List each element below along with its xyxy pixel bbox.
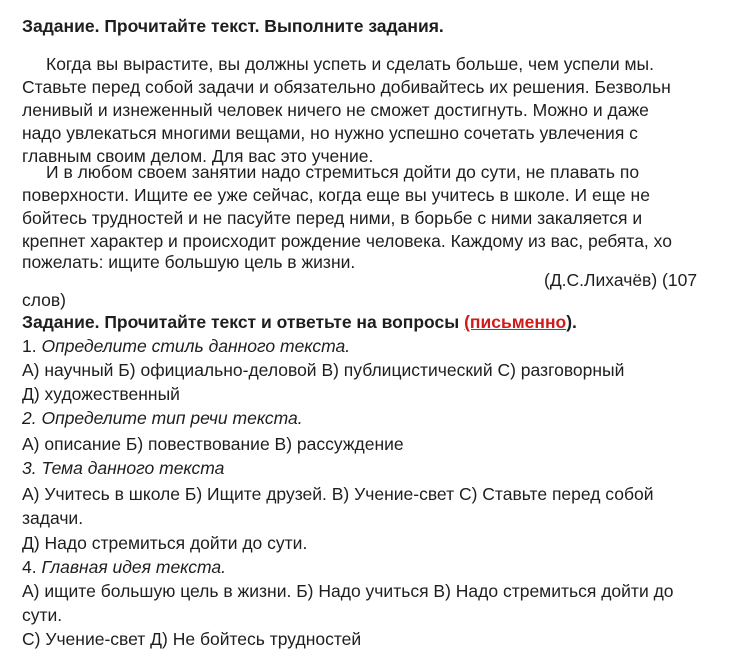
question-3-options: А) Учитесь в школе Б) Ищите друзей. В) Учение-свет С) Ставьте перед собой — [22, 484, 654, 504]
question-4-options-cont: сути. — [22, 605, 63, 625]
question-4-number: 4. — [22, 557, 42, 577]
question-1-options: А) научный Б) официально-деловой В) публицистический С) разговорный — [22, 360, 625, 380]
question-2: 2. Определите тип речи текста. — [22, 408, 303, 428]
question-1 — [22, 334, 350, 358]
question-1-number: 1. — [22, 336, 42, 356]
question-3-option-d: Д) Надо стремиться дойти до сути. — [22, 533, 308, 553]
text-line-3: ленивый и изнеженный человек ничего не сможет достигнуть. Можно и даже — [22, 100, 649, 120]
task2-title — [22, 310, 577, 334]
text-line-5: главным своим делом. Для вас это учение. — [22, 146, 374, 166]
question-4-options-2: С) Учение-свет Д) Не бойтесь трудностей — [22, 629, 362, 649]
question-3-options-cont: задачи. — [22, 508, 84, 528]
question-3: 3. Тема данного текста — [22, 458, 225, 478]
author-attribution: (Д.С.Лихачёв) (107 — [544, 270, 698, 290]
text-line-1: Когда вы вырастите, вы должны успеть и сделать больше, чем успели мы. — [46, 54, 654, 74]
text-line-10: пожелать: ищите большую цель в жизни. — [22, 252, 356, 272]
question-1-text: Определите стиль данного текста. — [41, 336, 351, 356]
word-count: слов) — [22, 290, 67, 310]
question-4-text: Главная идея текста. — [41, 557, 226, 577]
task2-title-end: ). — [566, 312, 577, 332]
task1-title: Задание. Прочитайте текст. Выполните задания. — [22, 16, 444, 36]
text-line-2: Ставьте перед собой задачи и обязательно добивайтесь их решения. Безвольн — [22, 77, 671, 97]
text-line-9: крепнет характер и происходит рождение человека. Каждому из вас, ребята, хо — [22, 231, 672, 251]
text-line-8: бойтесь трудностей и не пасуйте перед ними, в борьбе с ними закаляется и — [22, 208, 643, 228]
text-line-4: надо увлекаться многими вещами, но нужно успешно сочетать увлечения с — [22, 123, 638, 143]
question-1-option-d: Д) художественный — [22, 384, 180, 404]
text-line-7: поверхности. Ищите ее уже сейчас, когда еще вы учитесь в школе. И еще не — [22, 185, 650, 205]
question-2-options: А) описание Б) повествование В) рассуждение — [22, 434, 404, 454]
question-4-options: А) ищите большую цель в жизни. Б) Надо учиться В) Надо стремиться дойти до — [22, 581, 674, 601]
task2-title-red: (письменно — [464, 312, 567, 332]
task2-title-text: Задание. Прочитайте текст и ответьте на вопросы — [22, 312, 465, 332]
question-4 — [22, 555, 226, 579]
text-line-6: И в любом своем занятии надо стремиться дойти до сути, не плавать по — [46, 162, 640, 182]
